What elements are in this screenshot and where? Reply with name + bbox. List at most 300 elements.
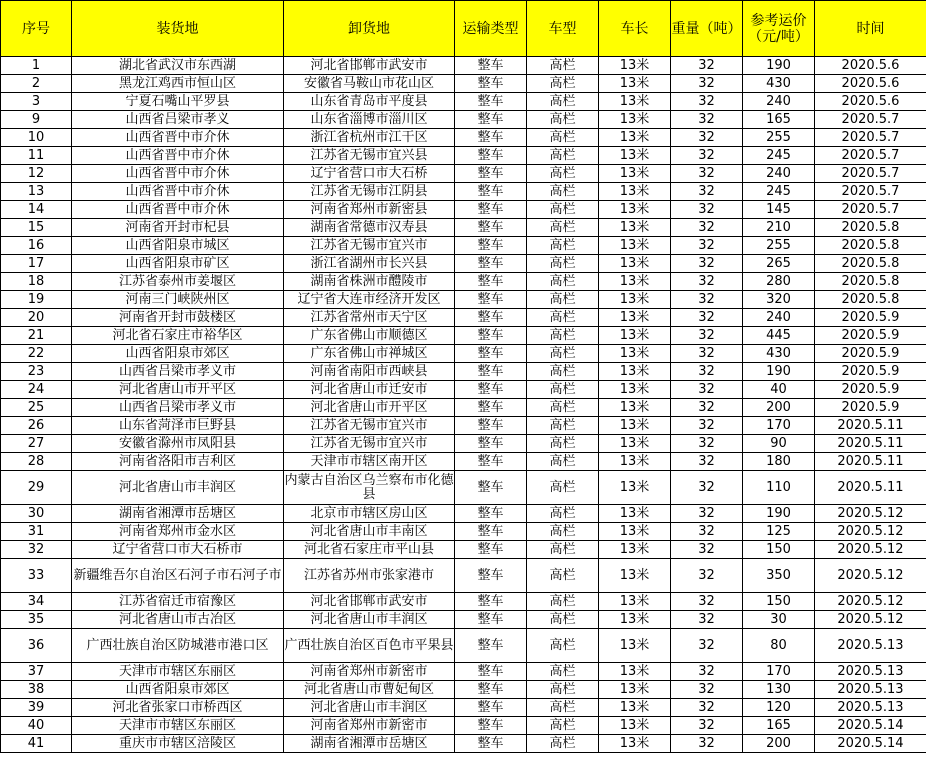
cell-vehicle-type: 高栏 [527, 183, 599, 201]
cell-reference-price: 265 [743, 255, 815, 273]
cell-vehicle-length: 13米 [599, 327, 671, 345]
cell-weight: 32 [671, 255, 743, 273]
cell-reference-price: 150 [743, 541, 815, 559]
cell-transport-type: 整车 [455, 363, 527, 381]
cell-vehicle-length: 13米 [599, 663, 671, 681]
cell-seq: 22 [1, 345, 72, 363]
cell-vehicle-type: 高栏 [527, 523, 599, 541]
table-row [1, 219, 926, 237]
cell-seq: 39 [1, 699, 72, 717]
cell-transport-type: 整车 [455, 681, 527, 699]
cell-seq: 33 [1, 559, 72, 593]
cell-loading-place: 新疆维吾尔自治区石河子市石河子市 [72, 559, 284, 593]
table-row [1, 273, 926, 291]
cell-loading-place: 河北省唐山市古冶区 [72, 611, 284, 629]
cell-weight: 32 [671, 541, 743, 559]
cell-transport-type: 整车 [455, 147, 527, 165]
cell-seq: 21 [1, 327, 72, 345]
cell-vehicle-length: 13米 [599, 435, 671, 453]
table-row [1, 611, 926, 629]
cell-vehicle-type: 高栏 [527, 663, 599, 681]
cell-unloading-place: 江苏省无锡市宜兴市 [284, 435, 455, 453]
cell-vehicle-type: 高栏 [527, 453, 599, 471]
cell-weight: 32 [671, 183, 743, 201]
cell-reference-price: 190 [743, 57, 815, 75]
cell-transport-type: 整车 [455, 559, 527, 593]
cell-transport-type: 整车 [455, 291, 527, 309]
table-row [1, 471, 926, 505]
cell-vehicle-length: 13米 [599, 309, 671, 327]
cell-transport-type: 整车 [455, 471, 527, 505]
cell-reference-price: 110 [743, 471, 815, 505]
table-row [1, 453, 926, 471]
cell-time: 2020.5.12 [815, 541, 926, 559]
cell-vehicle-type: 高栏 [527, 75, 599, 93]
header-loading-place: 装货地 [72, 1, 284, 57]
table-row [1, 237, 926, 255]
cell-vehicle-length: 13米 [599, 111, 671, 129]
cell-transport-type: 整车 [455, 417, 527, 435]
cell-reference-price: 80 [743, 629, 815, 663]
table-row [1, 363, 926, 381]
cell-seq: 25 [1, 399, 72, 417]
cell-loading-place: 河南省开封市鼓楼区 [72, 309, 284, 327]
cell-unloading-place: 安徽省马鞍山市花山区 [284, 75, 455, 93]
cell-weight: 32 [671, 327, 743, 345]
cell-vehicle-length: 13米 [599, 363, 671, 381]
cell-vehicle-type: 高栏 [527, 237, 599, 255]
cell-loading-place: 河南省开封市杞县 [72, 219, 284, 237]
cell-reference-price: 120 [743, 699, 815, 717]
cell-transport-type: 整车 [455, 255, 527, 273]
cell-vehicle-type: 高栏 [527, 345, 599, 363]
cell-vehicle-length: 13米 [599, 559, 671, 593]
cell-unloading-place: 辽宁省营口市大石桥 [284, 165, 455, 183]
cell-vehicle-type: 高栏 [527, 611, 599, 629]
cell-unloading-place: 河南省郑州市新密市 [284, 663, 455, 681]
cell-loading-place: 宁夏石嘴山平罗县 [72, 93, 284, 111]
cell-unloading-place: 河北省邯郸市武安市 [284, 593, 455, 611]
cell-reference-price: 200 [743, 399, 815, 417]
cell-reference-price: 240 [743, 165, 815, 183]
cell-reference-price: 255 [743, 129, 815, 147]
cell-vehicle-type: 高栏 [527, 681, 599, 699]
cell-time: 2020.5.7 [815, 183, 926, 201]
cell-vehicle-length: 13米 [599, 681, 671, 699]
cell-seq: 10 [1, 129, 72, 147]
table-row [1, 681, 926, 699]
cell-time: 2020.5.11 [815, 417, 926, 435]
cell-seq: 30 [1, 505, 72, 523]
cell-unloading-place: 江苏省无锡市宜兴市 [284, 417, 455, 435]
cell-weight: 32 [671, 699, 743, 717]
cell-transport-type: 整车 [455, 663, 527, 681]
cell-weight: 32 [671, 93, 743, 111]
cell-transport-type: 整车 [455, 183, 527, 201]
cell-time: 2020.5.9 [815, 309, 926, 327]
cell-weight: 32 [671, 629, 743, 663]
cell-seq: 16 [1, 237, 72, 255]
cell-vehicle-length: 13米 [599, 183, 671, 201]
cell-reference-price: 30 [743, 611, 815, 629]
cell-time: 2020.5.7 [815, 201, 926, 219]
table-row [1, 345, 926, 363]
cell-vehicle-type: 高栏 [527, 129, 599, 147]
cell-vehicle-type: 高栏 [527, 699, 599, 717]
cell-loading-place: 重庆市市辖区涪陵区 [72, 735, 284, 753]
cell-weight: 32 [671, 147, 743, 165]
cell-reference-price: 170 [743, 663, 815, 681]
cell-unloading-place: 河北省石家庄市平山县 [284, 541, 455, 559]
table-row [1, 381, 926, 399]
cell-weight: 32 [671, 399, 743, 417]
cell-weight: 32 [671, 75, 743, 93]
cell-time: 2020.5.9 [815, 345, 926, 363]
cell-time: 2020.5.12 [815, 611, 926, 629]
cell-reference-price: 90 [743, 435, 815, 453]
table-row [1, 147, 926, 165]
cell-loading-place: 山西省晋中市介休 [72, 147, 284, 165]
cell-seq: 11 [1, 147, 72, 165]
cell-reference-price: 430 [743, 75, 815, 93]
cell-time: 2020.5.6 [815, 75, 926, 93]
cell-time: 2020.5.7 [815, 129, 926, 147]
cell-loading-place: 河南三门峡陕州区 [72, 291, 284, 309]
cell-vehicle-length: 13米 [599, 345, 671, 363]
cell-time: 2020.5.9 [815, 327, 926, 345]
header-row [1, 1, 926, 57]
cell-weight: 32 [671, 471, 743, 505]
cell-weight: 32 [671, 201, 743, 219]
cell-transport-type: 整车 [455, 453, 527, 471]
cell-reference-price: 150 [743, 593, 815, 611]
cell-reference-price: 240 [743, 309, 815, 327]
cell-reference-price: 190 [743, 505, 815, 523]
cell-weight: 32 [671, 735, 743, 753]
cell-unloading-place: 湖南省常德市汉寿县 [284, 219, 455, 237]
cell-transport-type: 整车 [455, 541, 527, 559]
table-row [1, 183, 926, 201]
cell-vehicle-type: 高栏 [527, 735, 599, 753]
cell-loading-place: 湖北省武汉市东西湖 [72, 57, 284, 75]
cell-unloading-place: 广西壮族自治区百色市平果县 [284, 629, 455, 663]
cell-transport-type: 整车 [455, 435, 527, 453]
cell-unloading-place: 湖南省株洲市醴陵市 [284, 273, 455, 291]
cell-weight: 32 [671, 505, 743, 523]
cell-loading-place: 山西省阳泉市矿区 [72, 255, 284, 273]
cell-unloading-place: 广东省佛山市顺德区 [284, 327, 455, 345]
cell-loading-place: 山西省阳泉市城区 [72, 237, 284, 255]
cell-vehicle-type: 高栏 [527, 417, 599, 435]
cell-transport-type: 整车 [455, 201, 527, 219]
cell-time: 2020.5.7 [815, 165, 926, 183]
cell-time: 2020.5.11 [815, 435, 926, 453]
cell-weight: 32 [671, 57, 743, 75]
cell-loading-place: 山西省晋中市介休 [72, 201, 284, 219]
cell-weight: 32 [671, 345, 743, 363]
cell-vehicle-type: 高栏 [527, 435, 599, 453]
cell-vehicle-type: 高栏 [527, 219, 599, 237]
cell-vehicle-type: 高栏 [527, 629, 599, 663]
cell-vehicle-length: 13米 [599, 735, 671, 753]
header-transport-type: 运输类型 [455, 1, 527, 57]
cell-seq: 23 [1, 363, 72, 381]
cell-transport-type: 整车 [455, 327, 527, 345]
cell-vehicle-length: 13米 [599, 57, 671, 75]
cell-weight: 32 [671, 717, 743, 735]
cell-unloading-place: 北京市市辖区房山区 [284, 505, 455, 523]
cell-weight: 32 [671, 559, 743, 593]
cell-unloading-place: 江苏省常州市天宁区 [284, 309, 455, 327]
cell-seq: 24 [1, 381, 72, 399]
cell-loading-place: 湖南省湘潭市岳塘区 [72, 505, 284, 523]
cell-weight: 32 [671, 663, 743, 681]
cell-reference-price: 245 [743, 183, 815, 201]
cell-time: 2020.5.8 [815, 237, 926, 255]
cell-time: 2020.5.8 [815, 255, 926, 273]
cell-vehicle-type: 高栏 [527, 255, 599, 273]
table-row [1, 93, 926, 111]
header-vehicle-length: 车长 [599, 1, 671, 57]
cell-loading-place: 山西省阳泉市郊区 [72, 681, 284, 699]
cell-unloading-place: 河南省郑州市新密市 [284, 717, 455, 735]
cell-unloading-place: 河北省唐山市丰南区 [284, 523, 455, 541]
table-row [1, 717, 926, 735]
cell-loading-place: 山西省吕梁市孝义 [72, 111, 284, 129]
cell-time: 2020.5.12 [815, 505, 926, 523]
table-row [1, 57, 926, 75]
cell-seq: 32 [1, 541, 72, 559]
cell-time: 2020.5.13 [815, 663, 926, 681]
cell-loading-place: 河北省唐山市开平区 [72, 381, 284, 399]
cell-loading-place: 山东省菏泽市巨野县 [72, 417, 284, 435]
cell-vehicle-length: 13米 [599, 505, 671, 523]
cell-reference-price: 280 [743, 273, 815, 291]
cell-loading-place: 河北省唐山市丰润区 [72, 471, 284, 505]
cell-seq: 26 [1, 417, 72, 435]
cell-vehicle-length: 13米 [599, 717, 671, 735]
cell-weight: 32 [671, 523, 743, 541]
cell-vehicle-length: 13米 [599, 629, 671, 663]
cell-vehicle-length: 13米 [599, 471, 671, 505]
cell-time: 2020.5.14 [815, 735, 926, 753]
cell-loading-place: 山西省晋中市介休 [72, 165, 284, 183]
cell-weight: 32 [671, 111, 743, 129]
cell-reference-price: 170 [743, 417, 815, 435]
cell-time: 2020.5.7 [815, 111, 926, 129]
header-unloading-place: 卸货地 [284, 1, 455, 57]
cell-seq: 3 [1, 93, 72, 111]
cell-vehicle-type: 高栏 [527, 363, 599, 381]
cell-reference-price: 320 [743, 291, 815, 309]
cell-seq: 40 [1, 717, 72, 735]
cell-time: 2020.5.12 [815, 559, 926, 593]
cell-vehicle-length: 13米 [599, 541, 671, 559]
cell-vehicle-type: 高栏 [527, 57, 599, 75]
cell-loading-place: 天津市市辖区东丽区 [72, 717, 284, 735]
cell-time: 2020.5.13 [815, 699, 926, 717]
cell-weight: 32 [671, 309, 743, 327]
cell-loading-place: 江苏省泰州市姜堰区 [72, 273, 284, 291]
cell-seq: 2 [1, 75, 72, 93]
cell-seq: 28 [1, 453, 72, 471]
cell-reference-price: 165 [743, 111, 815, 129]
cell-unloading-place: 山东省青岛市平度县 [284, 93, 455, 111]
cell-unloading-place: 广东省佛山市禅城区 [284, 345, 455, 363]
cell-vehicle-length: 13米 [599, 523, 671, 541]
cell-transport-type: 整车 [455, 699, 527, 717]
cell-weight: 32 [671, 219, 743, 237]
table-row [1, 399, 926, 417]
cell-transport-type: 整车 [455, 381, 527, 399]
table-row [1, 505, 926, 523]
cell-loading-place: 山西省阳泉市郊区 [72, 345, 284, 363]
cell-time: 2020.5.12 [815, 523, 926, 541]
cell-seq: 17 [1, 255, 72, 273]
cell-transport-type: 整车 [455, 593, 527, 611]
cell-transport-type: 整车 [455, 93, 527, 111]
table-row [1, 111, 926, 129]
cell-seq: 1 [1, 57, 72, 75]
table-row [1, 629, 926, 663]
cell-seq: 29 [1, 471, 72, 505]
table-row [1, 75, 926, 93]
table-row [1, 291, 926, 309]
cell-transport-type: 整车 [455, 111, 527, 129]
cell-vehicle-type: 高栏 [527, 309, 599, 327]
cell-weight: 32 [671, 273, 743, 291]
cell-weight: 32 [671, 453, 743, 471]
cell-weight: 32 [671, 129, 743, 147]
header-weight: 重量（吨） [671, 1, 743, 57]
table-row [1, 309, 926, 327]
cell-loading-place: 黑龙江鸡西市恒山区 [72, 75, 284, 93]
cell-vehicle-type: 高栏 [527, 273, 599, 291]
cell-seq: 14 [1, 201, 72, 219]
cell-reference-price: 240 [743, 93, 815, 111]
cell-weight: 32 [671, 681, 743, 699]
cell-transport-type: 整车 [455, 57, 527, 75]
table-row [1, 593, 926, 611]
cell-vehicle-type: 高栏 [527, 381, 599, 399]
table-row [1, 541, 926, 559]
cell-unloading-place: 辽宁省大连市经济开发区 [284, 291, 455, 309]
cell-reference-price: 180 [743, 453, 815, 471]
header-time: 时间 [815, 1, 926, 57]
cell-loading-place: 安徽省滁州市凤阳县 [72, 435, 284, 453]
cell-reference-price: 165 [743, 717, 815, 735]
cell-seq: 15 [1, 219, 72, 237]
cell-vehicle-length: 13米 [599, 201, 671, 219]
table-row [1, 559, 926, 593]
cell-weight: 32 [671, 593, 743, 611]
cell-vehicle-type: 高栏 [527, 147, 599, 165]
cell-vehicle-length: 13米 [599, 165, 671, 183]
cell-reference-price: 255 [743, 237, 815, 255]
cell-vehicle-type: 高栏 [527, 541, 599, 559]
header-vehicle-type: 车型 [527, 1, 599, 57]
cell-weight: 32 [671, 611, 743, 629]
cell-vehicle-length: 13米 [599, 75, 671, 93]
cell-transport-type: 整车 [455, 273, 527, 291]
cell-transport-type: 整车 [455, 165, 527, 183]
cell-vehicle-type: 高栏 [527, 471, 599, 505]
cell-reference-price: 190 [743, 363, 815, 381]
cell-vehicle-length: 13米 [599, 593, 671, 611]
cell-reference-price: 430 [743, 345, 815, 363]
cell-vehicle-type: 高栏 [527, 593, 599, 611]
cell-transport-type: 整车 [455, 309, 527, 327]
cell-time: 2020.5.8 [815, 291, 926, 309]
cell-time: 2020.5.14 [815, 717, 926, 735]
cell-loading-place: 山西省吕梁市孝义市 [72, 399, 284, 417]
cell-loading-place: 山西省吕梁市孝义市 [72, 363, 284, 381]
cell-vehicle-type: 高栏 [527, 327, 599, 345]
cell-transport-type: 整车 [455, 505, 527, 523]
cell-time: 2020.5.6 [815, 93, 926, 111]
cell-vehicle-length: 13米 [599, 399, 671, 417]
cell-reference-price: 245 [743, 147, 815, 165]
cell-transport-type: 整车 [455, 629, 527, 663]
cell-reference-price: 445 [743, 327, 815, 345]
cell-transport-type: 整车 [455, 735, 527, 753]
cell-vehicle-length: 13米 [599, 273, 671, 291]
cell-loading-place: 江苏省宿迁市宿豫区 [72, 593, 284, 611]
cell-reference-price: 40 [743, 381, 815, 399]
cell-unloading-place: 河北省唐山市丰润区 [284, 699, 455, 717]
cell-unloading-place: 河北省唐山市曹妃甸区 [284, 681, 455, 699]
cell-loading-place: 广西壮族自治区防城港市港口区 [72, 629, 284, 663]
cell-reference-price: 130 [743, 681, 815, 699]
cell-vehicle-length: 13米 [599, 129, 671, 147]
cell-weight: 32 [671, 291, 743, 309]
cell-time: 2020.5.6 [815, 57, 926, 75]
cell-unloading-place: 天津市市辖区南开区 [284, 453, 455, 471]
cell-unloading-place: 江苏省苏州市张家港市 [284, 559, 455, 593]
cell-vehicle-type: 高栏 [527, 717, 599, 735]
cell-seq: 19 [1, 291, 72, 309]
table-row [1, 255, 926, 273]
cell-time: 2020.5.9 [815, 363, 926, 381]
header-seq: 序号 [1, 1, 72, 57]
cell-seq: 12 [1, 165, 72, 183]
cell-loading-place: 天津市市辖区东丽区 [72, 663, 284, 681]
cell-time: 2020.5.9 [815, 399, 926, 417]
cell-seq: 27 [1, 435, 72, 453]
cell-seq: 20 [1, 309, 72, 327]
cell-vehicle-length: 13米 [599, 255, 671, 273]
cell-vehicle-length: 13米 [599, 291, 671, 309]
cell-loading-place: 山西省晋中市介休 [72, 183, 284, 201]
cell-weight: 32 [671, 363, 743, 381]
cell-reference-price: 125 [743, 523, 815, 541]
cell-seq: 38 [1, 681, 72, 699]
cell-loading-place: 河北省石家庄市裕华区 [72, 327, 284, 345]
cell-unloading-place: 湖南省湘潭市岳塘区 [284, 735, 455, 753]
cell-seq: 18 [1, 273, 72, 291]
header-reference-price: 参考运价（元/吨） [743, 1, 815, 57]
cell-weight: 32 [671, 435, 743, 453]
cell-time: 2020.5.8 [815, 273, 926, 291]
cell-seq: 36 [1, 629, 72, 663]
cell-loading-place: 辽宁省营口市大石桥市 [72, 541, 284, 559]
cell-loading-place: 山西省晋中市介休 [72, 129, 284, 147]
cell-vehicle-type: 高栏 [527, 111, 599, 129]
cell-loading-place: 河南省洛阳市吉利区 [72, 453, 284, 471]
table-row [1, 663, 926, 681]
table-row [1, 165, 926, 183]
cell-unloading-place: 山东省淄博市淄川区 [284, 111, 455, 129]
